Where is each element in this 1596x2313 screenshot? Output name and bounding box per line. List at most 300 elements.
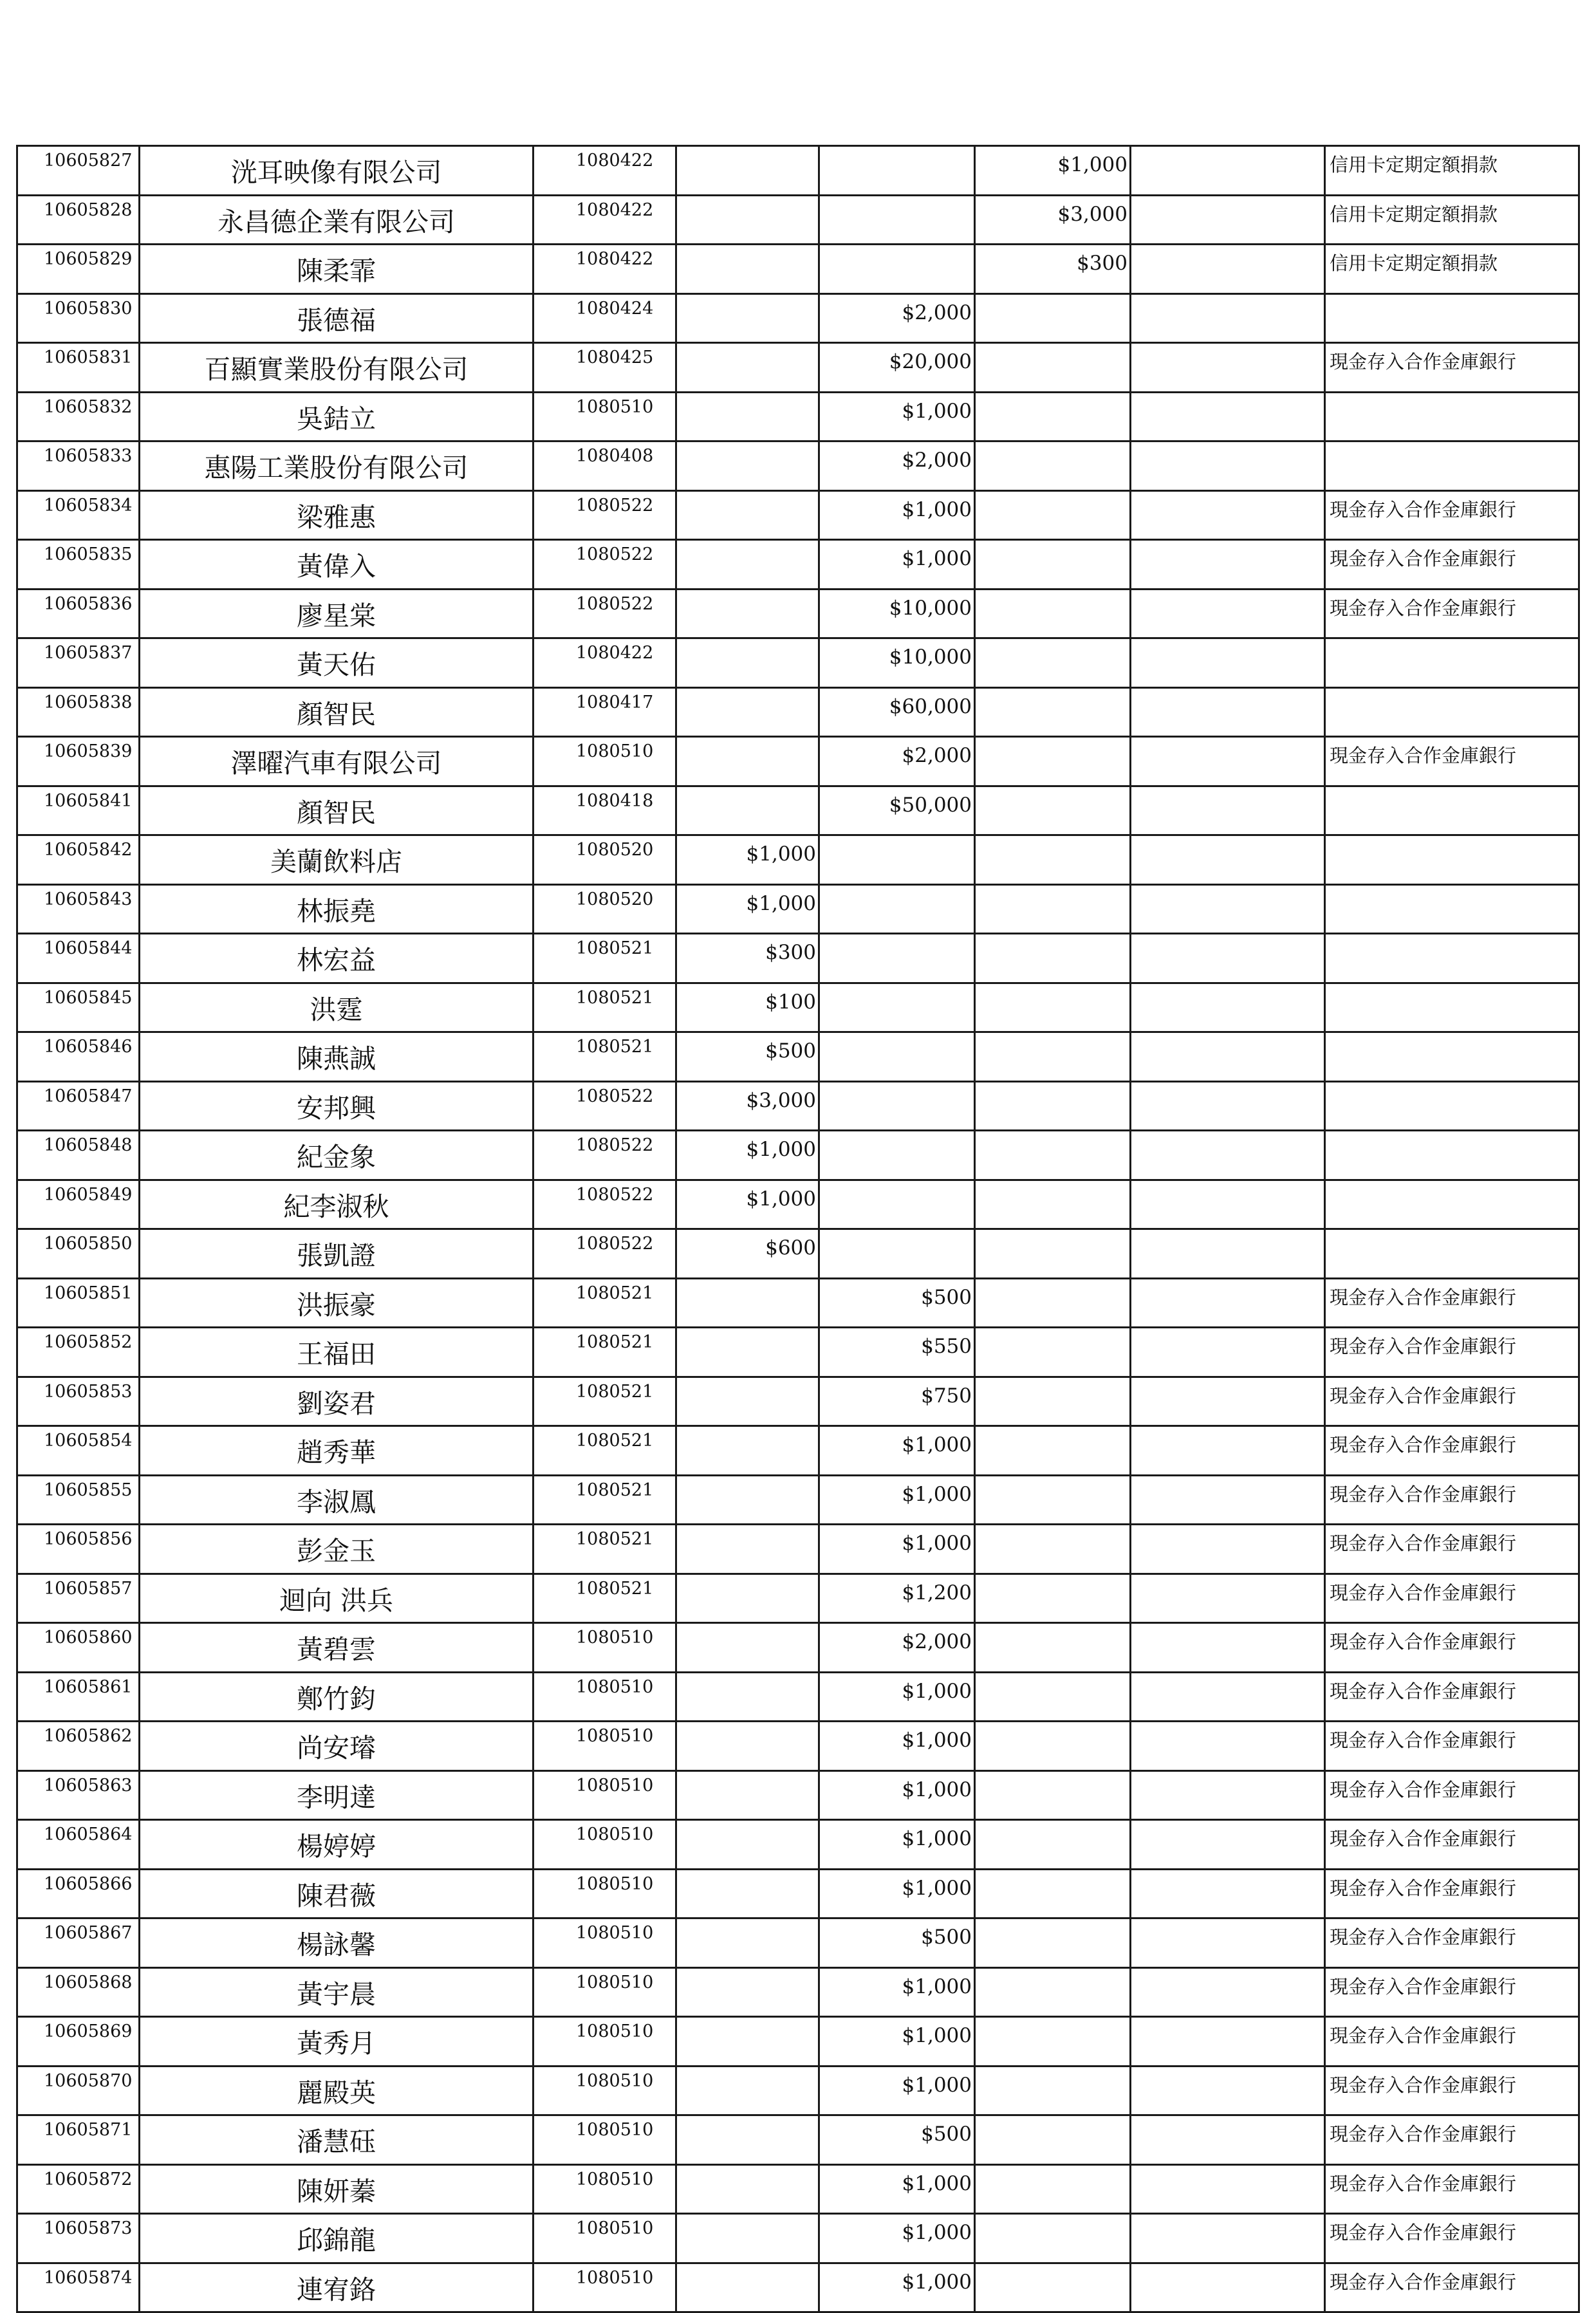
amount-column-3-cell [975, 687, 1131, 737]
amount-column-4-cell [1131, 1032, 1325, 1082]
amount-column-1-cell [676, 293, 819, 343]
donor-name-cell: 林宏益 [140, 934, 534, 983]
date-cell: 1080510 [534, 1770, 676, 1820]
amount-column-1-cell [676, 1623, 819, 1673]
table-row [17, 1475, 1579, 1525]
donor-name-cell: 洪霆 [140, 983, 534, 1032]
amount-column-1-cell [676, 343, 819, 393]
donor-name-cell: 劉姿君 [140, 1377, 534, 1426]
amount-column-4-cell [1131, 2115, 1325, 2165]
donor-name-cell: 王福田 [140, 1328, 534, 1377]
amount-column-3-cell: $3,000 [975, 195, 1131, 245]
amount-column-2-cell: $1,000 [819, 490, 975, 540]
donor-name-cell: 洸耳映像有限公司 [140, 146, 534, 196]
remark-cell [1325, 835, 1579, 885]
amount-column-3-cell [975, 490, 1131, 540]
remark-cell: 現金存入合作金庫銀行 [1325, 589, 1579, 638]
date-cell: 1080422 [534, 195, 676, 245]
date-cell: 1080522 [534, 540, 676, 590]
receipt-number-cell: 10605828 [17, 195, 140, 245]
amount-column-1-cell [676, 146, 819, 196]
amount-column-2-cell: $1,000 [819, 1672, 975, 1722]
remark-cell: 信用卡定期定額捐款 [1325, 245, 1579, 294]
amount-column-1-cell [676, 1672, 819, 1722]
receipt-number-cell: 10605848 [17, 1131, 140, 1180]
amount-column-3-cell [975, 1032, 1131, 1082]
table-row [17, 1967, 1579, 2017]
table-row [17, 1672, 1579, 1722]
remark-cell: 現金存入合作金庫銀行 [1325, 1574, 1579, 1623]
remark-cell: 現金存入合作金庫銀行 [1325, 1820, 1579, 1870]
amount-column-4-cell [1131, 2017, 1325, 2067]
amount-column-2-cell [819, 835, 975, 885]
amount-column-3-cell [975, 1475, 1131, 1525]
amount-column-2-cell: $1,000 [819, 1967, 975, 2017]
amount-column-4-cell [1131, 2066, 1325, 2115]
remark-cell: 現金存入合作金庫銀行 [1325, 2115, 1579, 2165]
amount-column-2-cell [819, 934, 975, 983]
amount-column-4-cell [1131, 934, 1325, 983]
date-cell: 1080510 [534, 1623, 676, 1673]
amount-column-1-cell [676, 1574, 819, 1623]
receipt-number-cell: 10605863 [17, 1770, 140, 1820]
donation-table [16, 145, 1580, 2313]
amount-column-4-cell [1131, 2263, 1325, 2312]
table-row [17, 1574, 1579, 1623]
amount-column-2-cell [819, 884, 975, 934]
date-cell: 1080520 [534, 835, 676, 885]
donor-name-cell: 林振堯 [140, 884, 534, 934]
amount-column-1-cell [676, 2066, 819, 2115]
table-row [17, 1426, 1579, 1476]
amount-column-4-cell [1131, 293, 1325, 343]
amount-column-4-cell [1131, 1623, 1325, 1673]
donor-name-cell: 陳燕誠 [140, 1032, 534, 1082]
amount-column-2-cell: $1,000 [819, 1525, 975, 1574]
remark-cell [1325, 638, 1579, 688]
remark-cell: 現金存入合作金庫銀行 [1325, 1278, 1579, 1328]
receipt-number-cell: 10605854 [17, 1426, 140, 1476]
remark-cell: 現金存入合作金庫銀行 [1325, 2214, 1579, 2263]
remark-cell: 現金存入合作金庫銀行 [1325, 1475, 1579, 1525]
table-row [17, 1032, 1579, 1082]
remark-cell: 現金存入合作金庫銀行 [1325, 1918, 1579, 1968]
amount-column-3-cell [975, 737, 1131, 786]
receipt-number-cell: 10605864 [17, 1820, 140, 1870]
amount-column-2-cell [819, 1131, 975, 1180]
amount-column-3-cell [975, 589, 1131, 638]
amount-column-3-cell [975, 1672, 1131, 1722]
date-cell: 1080521 [534, 983, 676, 1032]
amount-column-3-cell [975, 1918, 1131, 1968]
amount-column-1-cell: $1,000 [676, 1180, 819, 1229]
table-row [17, 1918, 1579, 1968]
amount-column-3-cell [975, 1377, 1131, 1426]
date-cell: 1080510 [534, 1722, 676, 1771]
receipt-number-cell: 10605835 [17, 540, 140, 590]
amount-column-1-cell [676, 1722, 819, 1771]
date-cell: 1080521 [534, 1426, 676, 1476]
amount-column-1-cell [676, 1426, 819, 1476]
receipt-number-cell: 10605853 [17, 1377, 140, 1426]
remark-cell: 現金存入合作金庫銀行 [1325, 1967, 1579, 2017]
amount-column-4-cell [1131, 1475, 1325, 1525]
table-row [17, 343, 1579, 393]
amount-column-1-cell [676, 1869, 819, 1918]
amount-column-2-cell [819, 1032, 975, 1082]
receipt-number-cell: 10605852 [17, 1328, 140, 1377]
receipt-number-cell: 10605832 [17, 392, 140, 441]
amount-column-2-cell [819, 1081, 975, 1131]
date-cell: 1080521 [534, 934, 676, 983]
remark-cell: 信用卡定期定額捐款 [1325, 195, 1579, 245]
amount-column-2-cell [819, 1229, 975, 1279]
amount-column-4-cell [1131, 638, 1325, 688]
table-row [17, 1770, 1579, 1820]
amount-column-3-cell [975, 786, 1131, 835]
amount-column-2-cell: $500 [819, 2115, 975, 2165]
receipt-number-cell: 10605847 [17, 1081, 140, 1131]
amount-column-2-cell: $2,000 [819, 441, 975, 491]
remark-cell [1325, 293, 1579, 343]
receipt-number-cell: 10605871 [17, 2115, 140, 2165]
amount-column-3-cell [975, 2066, 1131, 2115]
amount-column-1-cell [676, 589, 819, 638]
donor-name-cell: 李淑鳳 [140, 1475, 534, 1525]
amount-column-3-cell [975, 540, 1131, 590]
amount-column-3-cell [975, 293, 1131, 343]
amount-column-2-cell: $1,200 [819, 1574, 975, 1623]
donor-name-cell: 黃秀月 [140, 2017, 534, 2067]
receipt-number-cell: 10605846 [17, 1032, 140, 1082]
receipt-number-cell: 10605870 [17, 2066, 140, 2115]
amount-column-3-cell [975, 2164, 1131, 2214]
amount-column-1-cell [676, 490, 819, 540]
table-row [17, 1328, 1579, 1377]
amount-column-1-cell: $100 [676, 983, 819, 1032]
date-cell: 1080510 [534, 2115, 676, 2165]
table-row [17, 638, 1579, 688]
remark-cell [1325, 1229, 1579, 1279]
amount-column-4-cell [1131, 1722, 1325, 1771]
table-row [17, 1525, 1579, 1574]
remark-cell: 現金存入合作金庫銀行 [1325, 2164, 1579, 2214]
table-row [17, 2017, 1579, 2067]
remark-cell: 現金存入合作金庫銀行 [1325, 1770, 1579, 1820]
remark-cell [1325, 392, 1579, 441]
table-row [17, 441, 1579, 491]
amount-column-3-cell: $1,000 [975, 146, 1131, 196]
donor-name-cell: 張凱證 [140, 1229, 534, 1279]
remark-cell: 信用卡定期定額捐款 [1325, 146, 1579, 196]
table-row [17, 1623, 1579, 1673]
amount-column-1-cell [676, 195, 819, 245]
remark-cell [1325, 786, 1579, 835]
receipt-number-cell: 10605829 [17, 245, 140, 294]
amount-column-4-cell [1131, 1328, 1325, 1377]
amount-column-2-cell [819, 195, 975, 245]
amount-column-3-cell [975, 1869, 1131, 1918]
amount-column-2-cell: $1,000 [819, 2017, 975, 2067]
table-row [17, 2263, 1579, 2312]
amount-column-2-cell: $60,000 [819, 687, 975, 737]
amount-column-4-cell [1131, 1918, 1325, 1968]
donor-name-cell: 安邦興 [140, 1081, 534, 1131]
amount-column-4-cell [1131, 1426, 1325, 1476]
amount-column-4-cell [1131, 589, 1325, 638]
remark-cell: 現金存入合作金庫銀行 [1325, 2017, 1579, 2067]
amount-column-4-cell [1131, 146, 1325, 196]
remark-cell: 現金存入合作金庫銀行 [1325, 1525, 1579, 1574]
amount-column-1-cell [676, 245, 819, 294]
amount-column-2-cell: $20,000 [819, 343, 975, 393]
amount-column-2-cell: $1,000 [819, 540, 975, 590]
receipt-number-cell: 10605841 [17, 786, 140, 835]
amount-column-3-cell [975, 2017, 1131, 2067]
amount-column-2-cell [819, 146, 975, 196]
amount-column-3-cell [975, 1623, 1131, 1673]
amount-column-3-cell [975, 1967, 1131, 2017]
receipt-number-cell: 10605856 [17, 1525, 140, 1574]
table-row [17, 540, 1579, 590]
receipt-number-cell: 10605845 [17, 983, 140, 1032]
receipt-number-cell: 10605838 [17, 687, 140, 737]
remark-cell [1325, 983, 1579, 1032]
receipt-number-cell: 10605830 [17, 293, 140, 343]
amount-column-1-cell [676, 2017, 819, 2067]
amount-column-3-cell [975, 835, 1131, 885]
receipt-number-cell: 10605873 [17, 2214, 140, 2263]
receipt-number-cell: 10605855 [17, 1475, 140, 1525]
amount-column-2-cell: $550 [819, 1328, 975, 1377]
table-row [17, 2214, 1579, 2263]
amount-column-4-cell [1131, 2214, 1325, 2263]
table-row [17, 786, 1579, 835]
date-cell: 1080417 [534, 687, 676, 737]
donor-name-cell: 黃碧雲 [140, 1623, 534, 1673]
amount-column-4-cell [1131, 1180, 1325, 1229]
table-row [17, 934, 1579, 983]
amount-column-4-cell [1131, 1229, 1325, 1279]
table-row [17, 2115, 1579, 2165]
amount-column-3-cell [975, 2263, 1131, 2312]
donor-name-cell: 連宥鉻 [140, 2263, 534, 2312]
date-cell: 1080408 [534, 441, 676, 491]
table-row [17, 245, 1579, 294]
table-row [17, 146, 1579, 196]
receipt-number-cell: 10605872 [17, 2164, 140, 2214]
donor-name-cell: 紀金象 [140, 1131, 534, 1180]
date-cell: 1080521 [534, 1525, 676, 1574]
amount-column-4-cell [1131, 1869, 1325, 1918]
date-cell: 1080522 [534, 1081, 676, 1131]
table-row [17, 392, 1579, 441]
donor-name-cell: 張德福 [140, 293, 534, 343]
donor-name-cell: 顏智民 [140, 786, 534, 835]
table-row [17, 2066, 1579, 2115]
receipt-number-cell: 10605869 [17, 2017, 140, 2067]
donor-name-cell: 黃宇晨 [140, 1967, 534, 2017]
date-cell: 1080522 [534, 589, 676, 638]
amount-column-4-cell [1131, 1081, 1325, 1131]
table-row [17, 983, 1579, 1032]
receipt-number-cell: 10605839 [17, 737, 140, 786]
amount-column-2-cell: $1,000 [819, 1475, 975, 1525]
receipt-number-cell: 10605861 [17, 1672, 140, 1722]
amount-column-4-cell [1131, 1574, 1325, 1623]
donor-name-cell: 黃偉入 [140, 540, 534, 590]
table-row [17, 1820, 1579, 1870]
amount-column-1-cell [676, 1475, 819, 1525]
donor-name-cell: 陳妍蓁 [140, 2164, 534, 2214]
amount-column-2-cell: $500 [819, 1918, 975, 1968]
amount-column-1-cell [676, 2164, 819, 2214]
donor-name-cell: 惠陽工業股份有限公司 [140, 441, 534, 491]
amount-column-1-cell: $1,000 [676, 1131, 819, 1180]
amount-column-4-cell [1131, 1131, 1325, 1180]
amount-column-3-cell [975, 1722, 1131, 1771]
amount-column-2-cell: $1,000 [819, 2263, 975, 2312]
remark-cell [1325, 441, 1579, 491]
remark-cell: 現金存入合作金庫銀行 [1325, 1426, 1579, 1476]
date-cell: 1080418 [534, 786, 676, 835]
remark-cell: 現金存入合作金庫銀行 [1325, 2263, 1579, 2312]
donor-name-cell: 邱錦龍 [140, 2214, 534, 2263]
amount-column-3-cell [975, 1820, 1131, 1870]
amount-column-3-cell [975, 983, 1131, 1032]
table-row [17, 1377, 1579, 1426]
amount-column-2-cell: $1,000 [819, 392, 975, 441]
amount-column-1-cell: $3,000 [676, 1081, 819, 1131]
donor-name-cell: 黃天佑 [140, 638, 534, 688]
date-cell: 1080521 [534, 1278, 676, 1328]
table-row [17, 293, 1579, 343]
table-row [17, 687, 1579, 737]
receipt-number-cell: 10605833 [17, 441, 140, 491]
donor-name-cell: 顏智民 [140, 687, 534, 737]
amount-column-3-cell [975, 638, 1131, 688]
amount-column-3-cell [975, 1081, 1131, 1131]
receipt-number-cell: 10605844 [17, 934, 140, 983]
donor-name-cell: 麗殿英 [140, 2066, 534, 2115]
donor-name-cell: 趙秀華 [140, 1426, 534, 1476]
remark-cell: 現金存入合作金庫銀行 [1325, 1672, 1579, 1722]
donor-name-cell: 廖星棠 [140, 589, 534, 638]
remark-cell [1325, 1131, 1579, 1180]
amount-column-1-cell [676, 2115, 819, 2165]
amount-column-4-cell [1131, 1770, 1325, 1820]
donor-name-cell: 美蘭飲料店 [140, 835, 534, 885]
donor-name-cell: 鄭竹鈞 [140, 1672, 534, 1722]
amount-column-2-cell [819, 983, 975, 1032]
table-row [17, 1180, 1579, 1229]
receipt-number-cell: 10605851 [17, 1278, 140, 1328]
donor-name-cell: 澤曜汽車有限公司 [140, 737, 534, 786]
date-cell: 1080510 [534, 2214, 676, 2263]
amount-column-1-cell [676, 2214, 819, 2263]
amount-column-1-cell [676, 2263, 819, 2312]
amount-column-4-cell [1131, 1525, 1325, 1574]
amount-column-4-cell [1131, 195, 1325, 245]
date-cell: 1080510 [534, 1820, 676, 1870]
amount-column-1-cell: $1,000 [676, 884, 819, 934]
amount-column-3-cell [975, 934, 1131, 983]
table-row [17, 884, 1579, 934]
remark-cell: 現金存入合作金庫銀行 [1325, 343, 1579, 393]
remark-cell: 現金存入合作金庫銀行 [1325, 1869, 1579, 1918]
remark-cell [1325, 934, 1579, 983]
date-cell: 1080510 [534, 2017, 676, 2067]
donor-name-cell: 迴向 洪兵 [140, 1574, 534, 1623]
amount-column-4-cell [1131, 441, 1325, 491]
amount-column-4-cell [1131, 786, 1325, 835]
amount-column-4-cell [1131, 983, 1325, 1032]
date-cell: 1080510 [534, 1672, 676, 1722]
receipt-number-cell: 10605849 [17, 1180, 140, 1229]
donor-name-cell: 梁雅惠 [140, 490, 534, 540]
amount-column-1-cell [676, 392, 819, 441]
amount-column-1-cell: $1,000 [676, 835, 819, 885]
amount-column-2-cell: $500 [819, 1278, 975, 1328]
amount-column-3-cell [975, 2115, 1131, 2165]
date-cell: 1080510 [534, 2263, 676, 2312]
date-cell: 1080510 [534, 1869, 676, 1918]
amount-column-4-cell [1131, 1672, 1325, 1722]
amount-column-2-cell: $1,000 [819, 1722, 975, 1771]
amount-column-2-cell: $1,000 [819, 2214, 975, 2263]
remark-cell [1325, 687, 1579, 737]
amount-column-2-cell: $1,000 [819, 1820, 975, 1870]
amount-column-2-cell: $10,000 [819, 589, 975, 638]
amount-column-1-cell [676, 1918, 819, 1968]
remark-cell: 現金存入合作金庫銀行 [1325, 1377, 1579, 1426]
receipt-number-cell: 10605831 [17, 343, 140, 393]
remark-cell: 現金存入合作金庫銀行 [1325, 737, 1579, 786]
amount-column-2-cell: $1,000 [819, 2066, 975, 2115]
date-cell: 1080422 [534, 245, 676, 294]
amount-column-1-cell: $600 [676, 1229, 819, 1279]
amount-column-3-cell [975, 2214, 1131, 2263]
amount-column-1-cell [676, 638, 819, 688]
amount-column-1-cell [676, 1278, 819, 1328]
amount-column-1-cell [676, 540, 819, 590]
amount-column-2-cell [819, 245, 975, 294]
receipt-number-cell: 10605837 [17, 638, 140, 688]
amount-column-4-cell [1131, 1967, 1325, 2017]
amount-column-4-cell [1131, 687, 1325, 737]
table-row [17, 589, 1579, 638]
amount-column-1-cell [676, 1770, 819, 1820]
remark-cell: 現金存入合作金庫銀行 [1325, 540, 1579, 590]
date-cell: 1080510 [534, 392, 676, 441]
table-row [17, 2164, 1579, 2214]
receipt-number-cell: 10605860 [17, 1623, 140, 1673]
date-cell: 1080510 [534, 2066, 676, 2115]
date-cell: 1080510 [534, 2164, 676, 2214]
table-row [17, 1229, 1579, 1279]
receipt-number-cell: 10605862 [17, 1722, 140, 1771]
amount-column-4-cell [1131, 490, 1325, 540]
amount-column-1-cell [676, 1820, 819, 1870]
remark-cell [1325, 1032, 1579, 1082]
amount-column-3-cell [975, 392, 1131, 441]
donor-name-cell: 陳柔霏 [140, 245, 534, 294]
remark-cell: 現金存入合作金庫銀行 [1325, 2066, 1579, 2115]
date-cell: 1080521 [534, 1475, 676, 1525]
donor-name-cell: 尚安璿 [140, 1722, 534, 1771]
date-cell: 1080510 [534, 1918, 676, 1968]
receipt-number-cell: 10605867 [17, 1918, 140, 1968]
